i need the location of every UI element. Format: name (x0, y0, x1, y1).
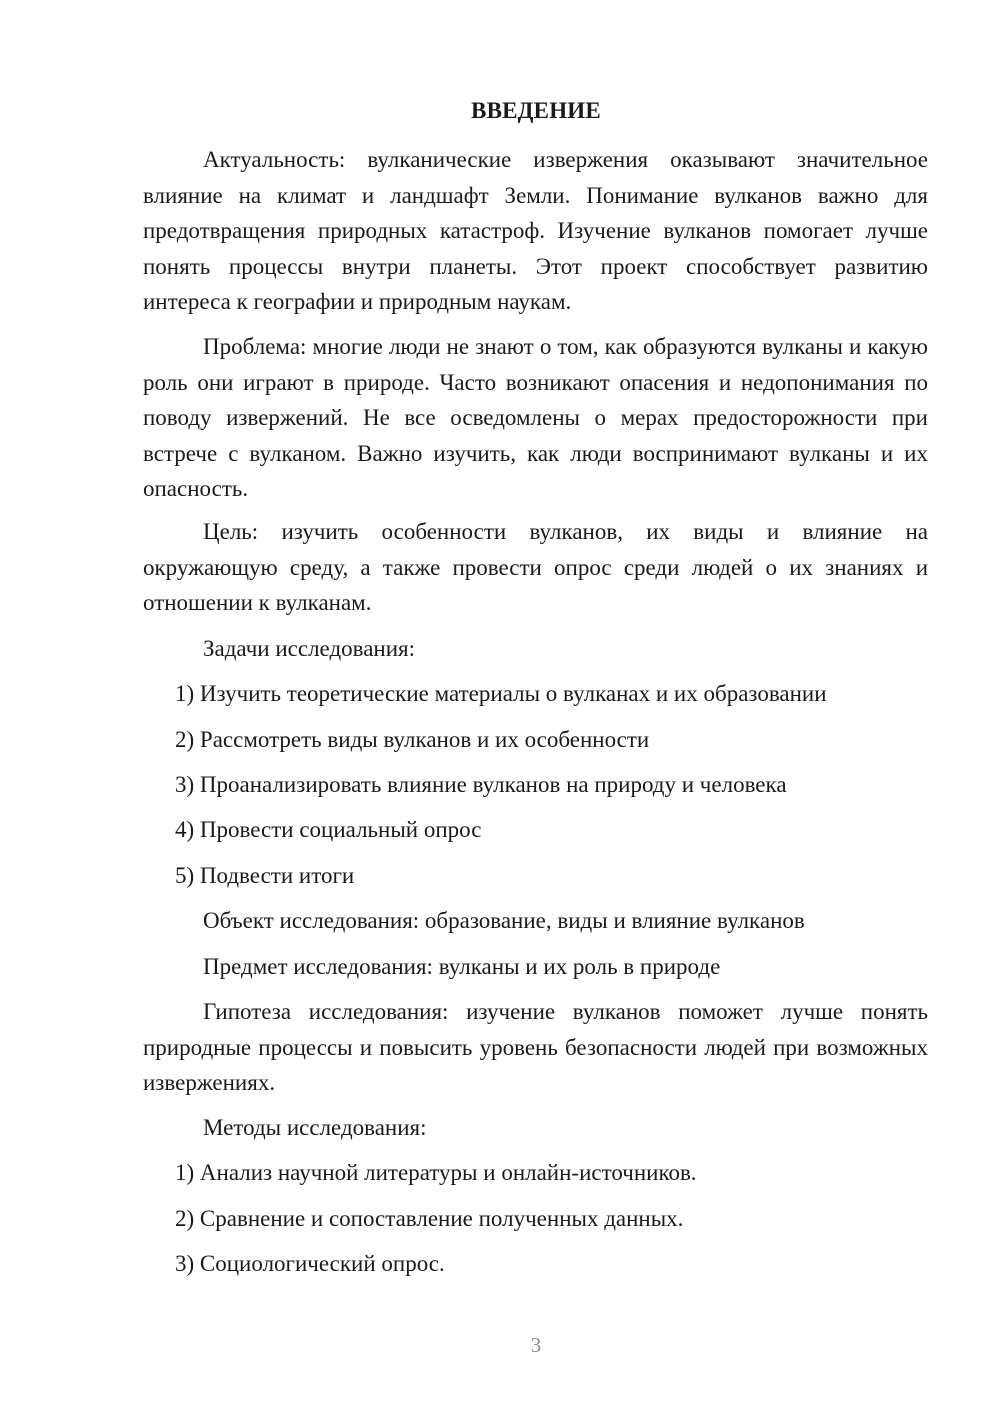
research-subject: Предмет исследования: вулканы и их роль в природе (203, 954, 721, 979)
list-item: 2) Сравнение и сопоставление полученных данных. (175, 1206, 684, 1231)
list-item: 5) Подвести итоги (175, 863, 355, 888)
hypothesis-paragraph: Гипотеза исследования: изучение вулканов поможет лучше понять природные процессы и повысить уровень безопасности людей при возможных извержениях. (143, 999, 928, 1095)
methods-heading: Методы исследования: (203, 1115, 427, 1140)
list-item: 3) Социологический опрос. (175, 1251, 445, 1276)
list-item: 3) Проанализировать влияние вулканов на природу и человека (175, 772, 787, 797)
list-item: 2) Рассмотреть виды вулканов и их особенности (175, 727, 650, 752)
goal-paragraph: Цель: изучить особенности вулканов, их виды и влияние на окружающую среду, а также провести опрос среди людей о их знаниях и отношении к вулканам. (143, 519, 928, 615)
relevance-paragraph: Актуальность: вулканические извержения оказывают значительное влияние на климат и ландшафт Земли. Понимание вулканов важно для предотвращения природных катастроф. Изучение вулканов помогает лучше понять процессы внутри планеты. Этот проект способствует развитию интереса к географии и природным наукам. (143, 147, 928, 314)
list-item: 1) Изучить теоретические материалы о вулканах и их образовании (175, 681, 827, 706)
tasks-heading: Задачи исследования: (203, 636, 416, 661)
page-number: 3 (530, 1333, 542, 1357)
problem-paragraph: Проблема: многие люди не знают о том, как образуются вулканы и какую роль они играют в природе. Часто возникают опасения и недопонимания по поводу извержений. Не все осведомлены о мерах предосторожности при встрече с вулканом. Важно изучить, как люди воспринимают вулканы и их опасность. (143, 334, 928, 501)
list-item: 1) Анализ научной литературы и онлайн-источников. (175, 1160, 697, 1185)
list-item: 4) Провести социальный опрос (175, 817, 482, 842)
section-title: ВВЕДЕНИЕ (471, 98, 601, 123)
research-object: Объект исследования: образование, виды и влияние вулканов (203, 908, 805, 933)
